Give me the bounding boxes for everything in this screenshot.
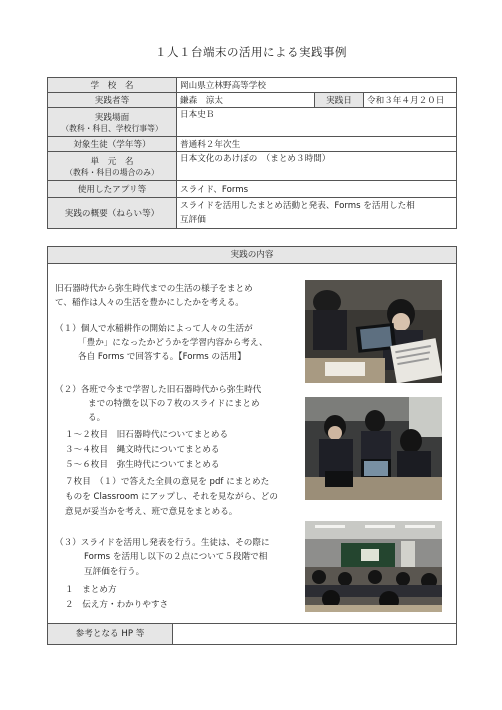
reference-row	[47, 623, 457, 645]
unit-sublabel: （教科・科目の場合のみ）	[65, 167, 159, 177]
unit-label: 単 元 名	[90, 156, 134, 167]
unit-label-cell	[48, 152, 177, 181]
teacher-label: 実践者等	[48, 93, 177, 108]
summary-line-1: スライドを活用したまとめ活動と発表、Forms を活用した相	[180, 201, 415, 211]
classroom-photo-3	[305, 521, 442, 612]
step2-line-3: る。	[88, 413, 106, 423]
apps-value: スライド、Forms	[177, 181, 457, 198]
step1-line-2: 「豊か」になったかどうかを学習内容から考え、	[78, 338, 268, 348]
classroom-photo-2	[305, 397, 442, 500]
teacher-value: 鎌森 涼太	[177, 93, 315, 108]
step2-item-3: ５～６枚目 弥生時代についてまとめる	[65, 460, 220, 470]
step2-line-2: までの特徴を以下の７枚のスライドにまとめ	[88, 399, 260, 409]
step2-item-6: 意見が妥当かを考え、班で意見をまとめる。	[65, 507, 238, 517]
content-heading: 実践の内容	[47, 246, 457, 264]
photo-3-drawing	[305, 521, 442, 612]
intro-line-2: て、稲作は人々の生活を豊かにしたかを考える。	[55, 298, 244, 308]
intro-line-1: 旧石器時代から弥生時代までの生活の様子をまとめ	[55, 284, 253, 294]
school-value: 岡山県立林野高等学校	[177, 78, 457, 93]
classroom-photo-1	[305, 280, 442, 383]
scene-label-cell	[48, 108, 177, 137]
step2-item-1: １～２枚目 旧石器時代についてまとめる	[65, 430, 229, 440]
apps-label: 使用したアプリ等	[48, 181, 177, 198]
date-value: 令和３年４月２０日	[364, 93, 457, 108]
step3-item-2: ２ 伝え方・わかりやすさ	[65, 600, 169, 610]
step3-line-3: 互評価を行う。	[84, 567, 145, 577]
step3-line-2: Forms を活用し以下の２点について５段階で相	[84, 552, 268, 562]
scene-label: 実践場面	[94, 112, 130, 123]
school-label: 学 校 名	[48, 78, 177, 93]
photo-2-drawing	[305, 397, 442, 500]
scene-value: 日本史Ｂ	[177, 108, 457, 137]
step3-item-1: １ まとめ方	[65, 585, 117, 595]
step2-line-1: （２）各班で今まで学習した旧石器時代から弥生時代	[55, 385, 262, 395]
step2-item-2: ３～４枚目 縄文時代についてまとめる	[65, 445, 220, 455]
step1-line-1: （１）個人で水稲耕作の開始によって人々の生活が	[55, 324, 253, 334]
summary-value-cell	[177, 198, 457, 229]
summary-label: 実践の概要（ねらい等）	[48, 198, 177, 229]
step2-item-5: ものを Classroom にアップし、それを見ながら、どの	[65, 492, 278, 502]
date-label: 実践日	[315, 93, 364, 108]
summary-line-2: 互評価	[180, 215, 206, 225]
step1-line-3: 各自 Forms で回答する。【Forms の活用】	[78, 352, 246, 362]
scene-sublabel: （教科・科目、学校行事等）	[61, 123, 163, 133]
info-table	[47, 77, 457, 229]
step3-line-1: （３）スライドを活用し発表を行う。生徒は、その際に	[55, 538, 270, 548]
target-value: 普通科２年次生	[177, 137, 457, 152]
target-label: 対象生徒（学年等）	[48, 137, 177, 152]
page-title: １人１台端末の活用による実践事例	[155, 45, 347, 59]
step2-item-4: ７枚目 （１）で答えた全員の意見を pdf にまとめた	[65, 477, 270, 487]
reference-label: 参考となる HP 等	[48, 624, 173, 644]
unit-value: 日本文化のあけぼの （まとめ３時間）	[177, 152, 457, 181]
photo-1-drawing	[305, 280, 442, 383]
